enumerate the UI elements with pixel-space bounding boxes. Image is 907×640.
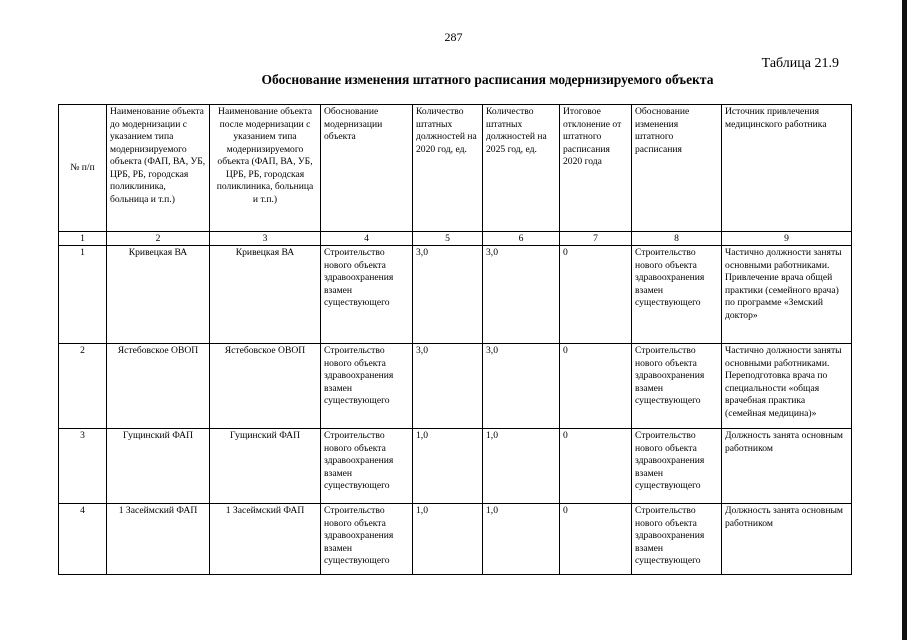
header-cell-deviation: Итоговое отклонение от штатного расписания 2020 года xyxy=(560,105,632,232)
object-after: Кривецкая ВА xyxy=(210,246,321,344)
staff-2025: 3,0 xyxy=(483,246,560,344)
column-number: 9 xyxy=(722,232,852,246)
header-cell-staff-2020: Количество штатных должностей на 2020 год, ед. xyxy=(413,105,483,232)
object-before: Кривецкая ВА xyxy=(107,246,210,344)
header-cell-after: Наименование объекта после модернизации с указанием типа модернизируемого объекта (ФАП, ВА, УБ, ЦРБ, РБ, городская поликлиника, больница и т.п.) xyxy=(210,105,321,232)
header-cell-before: Наименование объекта до модернизации с указанием типа модернизируемого объекта (ФАП, ВА, УБ, ЦРБ, РБ, городская поликлиника, больница и т.п.) xyxy=(107,105,210,232)
column-number: 2 xyxy=(107,232,210,246)
deviation: 0 xyxy=(560,504,632,575)
table-row xyxy=(59,246,852,344)
header-cell-reason: Обоснование модернизации объекта xyxy=(321,105,413,232)
row-number: 4 xyxy=(59,504,107,575)
worker-source: Частично должности заняты основными работниками. Переподготовка врача по специальности «общая врачебная практика (семейная медицина)» xyxy=(722,344,852,429)
table-row xyxy=(59,504,852,575)
staff-2025: 3,0 xyxy=(483,344,560,429)
document-title: Обоснование изменения штатного расписания модернизируемого объекта xyxy=(261,72,714,87)
deviation: 0 xyxy=(560,429,632,504)
header-row xyxy=(59,105,852,232)
staffing-table xyxy=(58,104,852,575)
column-number: 6 xyxy=(483,232,560,246)
object-before: 1 Засеймский ФАП xyxy=(107,504,210,575)
object-before: Гущинский ФАП xyxy=(107,429,210,504)
column-number: 5 xyxy=(413,232,483,246)
staff-2020: 3,0 xyxy=(413,246,483,344)
object-before: Ястебовское ОВОП xyxy=(107,344,210,429)
worker-source: Частично должности заняты основными работниками. Привлечение врача общей практики (семейного врача) по программе «Земский доктор» xyxy=(722,246,852,344)
row-number: 2 xyxy=(59,344,107,429)
worker-source: Должность занята основным работником xyxy=(722,429,852,504)
row-number: 3 xyxy=(59,429,107,504)
scan-edge xyxy=(902,0,907,640)
table-label: Таблица 21.9 xyxy=(761,56,839,71)
staff-2020: 1,0 xyxy=(413,504,483,575)
object-after: 1 Засеймский ФАП xyxy=(210,504,321,575)
worker-source: Должность занята основным работником xyxy=(722,504,852,575)
object-after: Ястебовское ОВОП xyxy=(210,344,321,429)
staff-change-reason: Строительство нового объекта здравоохранения взамен существующего xyxy=(632,429,722,504)
header-cell-source: Источник привлечения медицинского работника xyxy=(722,105,852,232)
header-cell-num: № п/п xyxy=(59,105,107,232)
column-number: 7 xyxy=(560,232,632,246)
modernization-reason: Строительство нового объекта здравоохранения взамен существующего xyxy=(321,246,413,344)
deviation: 0 xyxy=(560,246,632,344)
row-number: 1 xyxy=(59,246,107,344)
staff-2025: 1,0 xyxy=(483,429,560,504)
modernization-reason: Строительство нового объекта здравоохранения взамен существующего xyxy=(321,429,413,504)
object-after: Гущинский ФАП xyxy=(210,429,321,504)
header-cell-staff-reason: Обоснование изменения штатного расписания xyxy=(632,105,722,232)
table-row xyxy=(59,344,852,429)
column-number: 4 xyxy=(321,232,413,246)
deviation: 0 xyxy=(560,344,632,429)
staff-change-reason: Строительство нового объекта здравоохранения взамен существующего xyxy=(632,504,722,575)
header-cell-staff-2025: Количество штатных должностей на 2025 год, ед. xyxy=(483,105,560,232)
page-number: 287 xyxy=(444,30,463,44)
table-row xyxy=(59,429,852,504)
staff-2020: 3,0 xyxy=(413,344,483,429)
column-number: 8 xyxy=(632,232,722,246)
staff-change-reason: Строительство нового объекта здравоохранения взамен существующего xyxy=(632,246,722,344)
staff-change-reason: Строительство нового объекта здравоохранения взамен существующего xyxy=(632,344,722,429)
modernization-reason: Строительство нового объекта здравоохранения взамен существующего xyxy=(321,504,413,575)
column-number: 3 xyxy=(210,232,321,246)
staff-2025: 1,0 xyxy=(483,504,560,575)
modernization-reason: Строительство нового объекта здравоохранения взамен существующего xyxy=(321,344,413,429)
column-number: 1 xyxy=(59,232,107,246)
staff-2020: 1,0 xyxy=(413,429,483,504)
column-number-row xyxy=(59,232,852,246)
